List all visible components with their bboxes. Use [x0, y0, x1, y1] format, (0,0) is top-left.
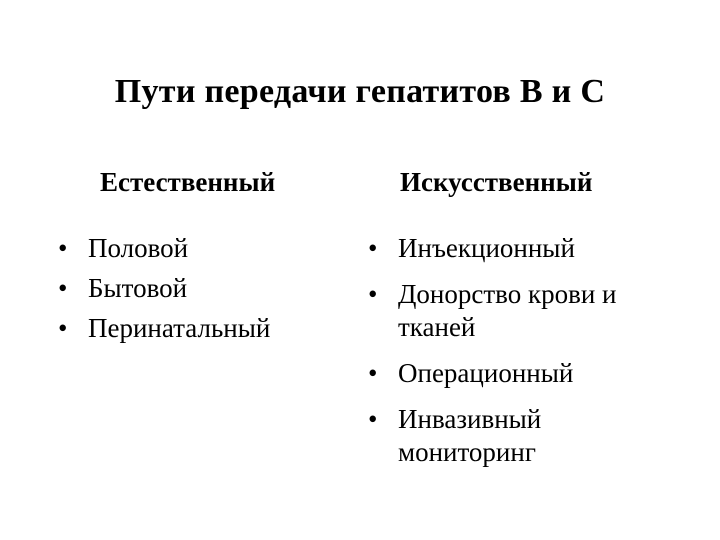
list-item: [58, 232, 348, 265]
bullet-icon: •: [368, 404, 378, 434]
bullet-icon: •: [58, 233, 68, 263]
artificial-routes-list: [368, 232, 678, 482]
bullet-icon: •: [368, 358, 378, 388]
bullet-icon: •: [58, 273, 68, 303]
bullet-icon: •: [368, 279, 378, 309]
bullet-icon: •: [368, 233, 378, 263]
list-item-text: Донорство крови и тканей: [398, 279, 617, 342]
list-item: [368, 357, 678, 390]
list-item-text: Перинатальный: [88, 313, 271, 343]
list-item-text: Инвазивный мониторинг: [398, 404, 542, 467]
list-item: [368, 403, 678, 469]
slide-title: Пути передачи гепатитов В и С: [114, 73, 606, 110]
column-heading-natural: Естественный: [100, 167, 276, 197]
list-item-text: Половой: [88, 233, 189, 263]
bullet-icon: •: [58, 313, 68, 343]
list-item: [58, 312, 348, 345]
list-item: [58, 272, 348, 305]
column-heading-artificial: Искусственный: [400, 167, 593, 197]
list-item: [368, 278, 678, 344]
natural-routes-list: [58, 232, 348, 352]
list-item-text: Операционный: [398, 358, 574, 388]
list-item-text: Бытовой: [88, 273, 188, 303]
list-item: [368, 232, 678, 265]
list-item-text: Инъекционный: [398, 233, 575, 263]
